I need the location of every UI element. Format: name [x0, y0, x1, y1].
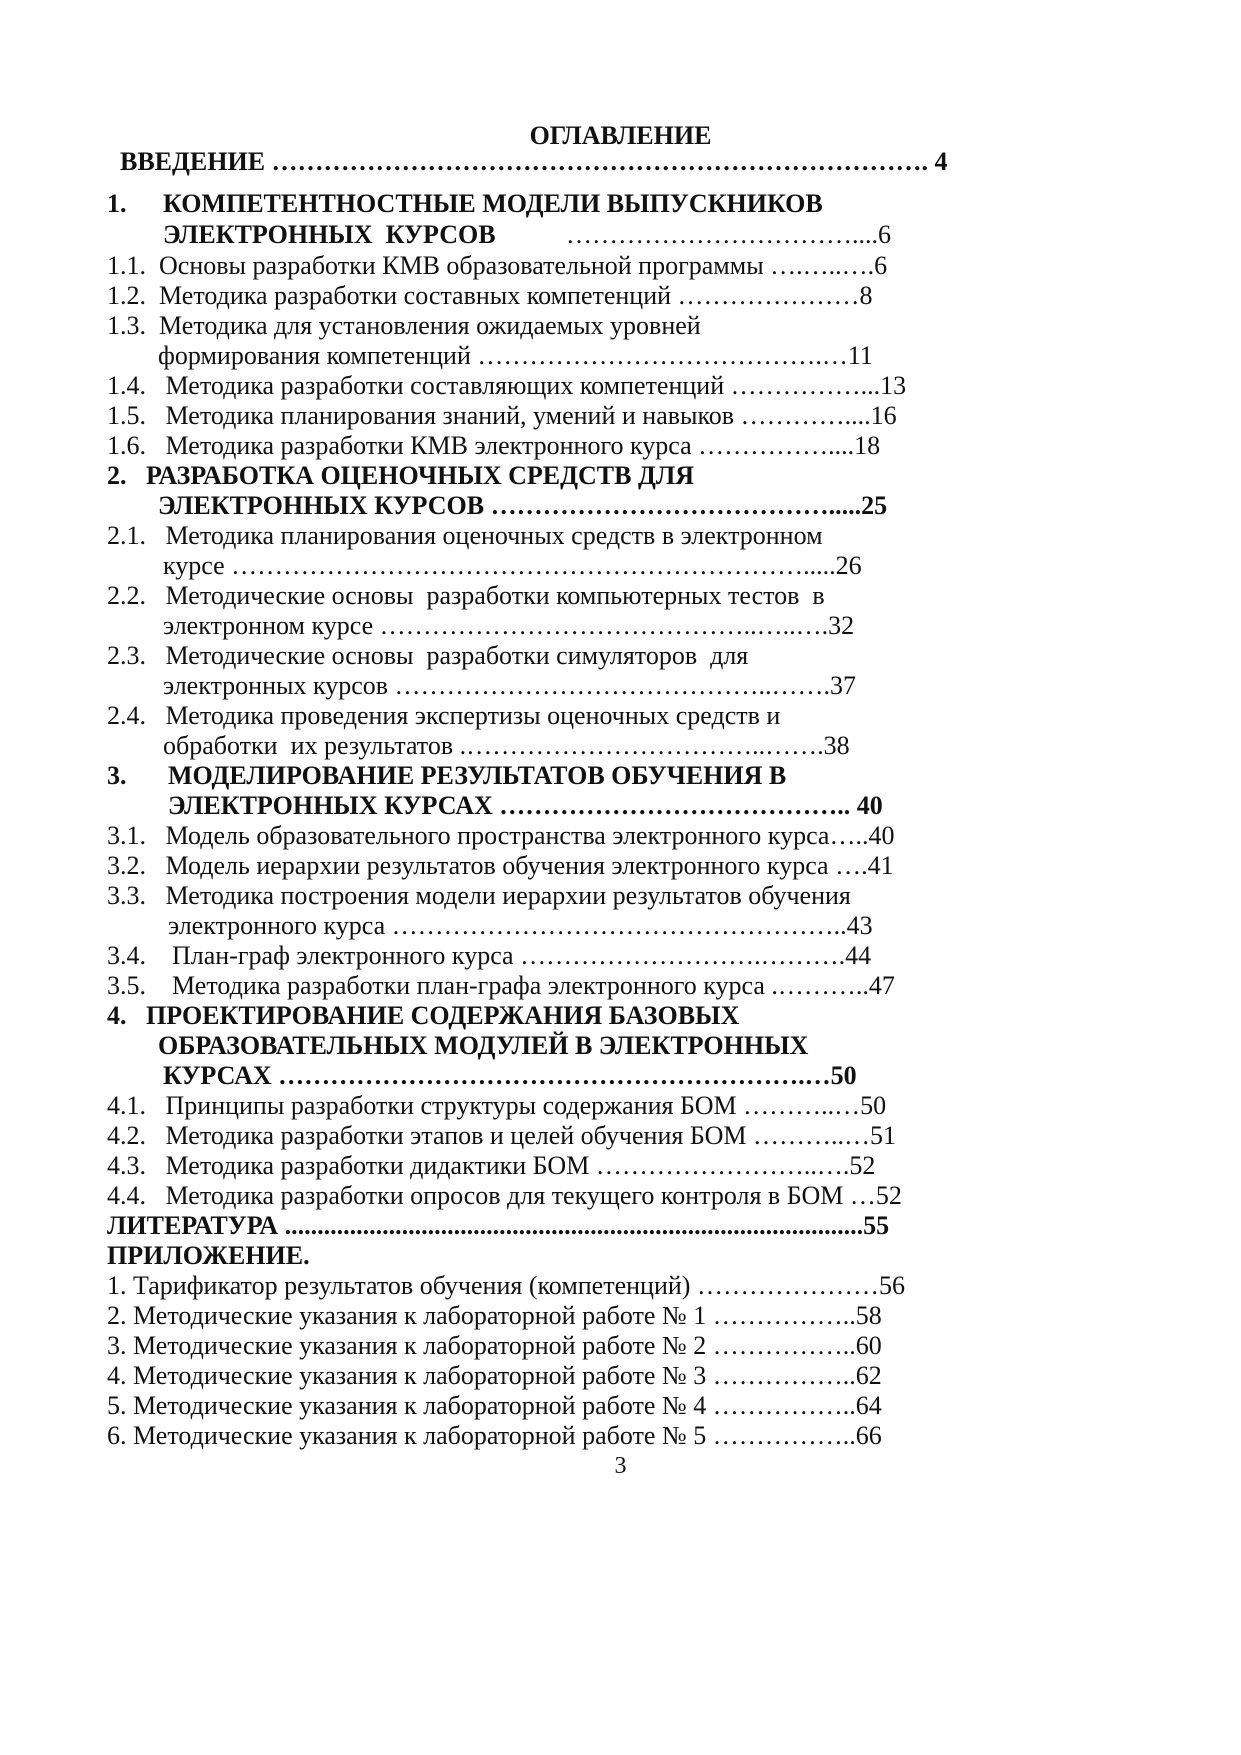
- toc-entry: 3.1. Модель образовательного пространства электронного курса…..40: [107, 821, 895, 850]
- toc-chapter-cont: КУРСАХ …………………………………………………….…50: [163, 1061, 857, 1090]
- toc-entry-cont: электронного курса ……………………………………………..43: [168, 911, 873, 940]
- toc-entry: 2.2. Методические основы разработки компьютерных тестов в: [107, 581, 825, 610]
- toc-entry: 4.3. Методика разработки дидактики БОМ ……………………..….52: [107, 1151, 876, 1180]
- toc-entry-cont: электронном курсе ……………………………………..…..….32: [163, 611, 855, 640]
- toc-entry: 3.3. Методика построения модели иерархии результатов обучения: [107, 881, 851, 910]
- toc-chapter-title: МОДЕЛИРОВАНИЕ РЕЗУЛЬТАТОВ ОБУЧЕНИЯ В: [168, 761, 787, 790]
- toc-references: ЛИТЕРАТУРА .........................................................................................55: [107, 1211, 890, 1240]
- toc-chapter-cont: ОБРАЗОВАТЕЛЬНЫХ МОДУЛЕЙ В ЭЛЕКТРОННЫХ: [158, 1031, 809, 1060]
- toc-appendix-entry: 6. Методические указания к лабораторной работе № 5 ……………..66: [107, 1421, 882, 1450]
- toc-chapter: 4. ПРОЕКТИРОВАНИЕ СОДЕРЖАНИЯ БАЗОВЫХ: [107, 1001, 740, 1030]
- toc-appendix-entry: 1. Тарификатор результатов обучения (компетенций) …………………56: [107, 1271, 905, 1300]
- toc-chapter-cont: ЭЛЕКТРОННЫХ КУРСАХ ………………………………….. 40: [168, 791, 883, 820]
- toc-chapter-cont: ЭЛЕКТРОННЫХ КУРСОВ ………………………………….....25: [158, 491, 888, 520]
- toc-entry: 4.4. Методика разработки опросов для текущего контроля в БОМ …52: [107, 1181, 902, 1210]
- toc-entry: 1.4. Методика разработки составляющих компетенций ……………...13: [107, 371, 907, 400]
- toc-appendix-entry: 5. Методические указания к лабораторной работе № 4 ……………..64: [107, 1391, 882, 1420]
- toc-chapter: 2. РАЗРАБОТКА ОЦЕНОЧНЫХ СРЕДСТВ ДЛЯ: [107, 461, 695, 490]
- toc-entry: 2.1. Методика планирования оценочных средств в электронном: [107, 521, 823, 550]
- toc-entry: 2.4. Методика проведения экспертизы оценочных средств и: [107, 701, 781, 730]
- toc-entry: 1.6. Методика разработки КМВ электронного курса ……………....18: [107, 431, 881, 460]
- toc-appendix-heading: ПРИЛОЖЕНИЕ.: [107, 1241, 310, 1270]
- toc-entry: 1.5. Методика планирования знаний, умений и навыков …………....16: [107, 401, 897, 430]
- toc-entry: 4.1. Принципы разработки структуры содержания БОМ ………..…50: [107, 1091, 887, 1120]
- toc-chapter-number: 1.: [107, 189, 127, 218]
- page-number: 3: [614, 1453, 627, 1479]
- toc-chapter-title-cont: ЭЛЕКТРОННЫХ КУРСОВ: [163, 220, 496, 249]
- toc-entry-intro: ВВЕДЕНИЕ …………………………………………………………………. 4: [120, 147, 948, 176]
- toc-appendix-entry: 2. Методические указания к лабораторной работе № 1 ……………..58: [107, 1301, 882, 1330]
- toc-entry: 1.2. Методика разработки составных компетенций …………………8: [107, 281, 873, 310]
- toc-chapter-number: 3.: [107, 761, 127, 790]
- toc-entry: 3.2. Модель иерархии результатов обучения электронного курса ….41: [107, 851, 894, 880]
- toc-entry-cont: обработки их результатов .……………………………..…….38: [163, 731, 850, 760]
- toc-appendix-entry: 3. Методические указания к лабораторной работе № 2 ……………..60: [107, 1331, 882, 1360]
- toc-chapter-page: ……………………………....6: [566, 220, 891, 249]
- toc-entry: 2.3. Методические основы разработки симуляторов для: [107, 641, 749, 670]
- toc-entry-cont: курсе ………………………………………………………….....26: [163, 551, 862, 580]
- toc-entry: 1.3. Методика для установления ожидаемых уровней: [107, 311, 701, 340]
- toc-entry: 3.5. Методика разработки план-графа электронного курса .………..47: [107, 971, 895, 1000]
- toc-entry-cont: формирования компетенций ………………………………….…11: [158, 341, 873, 370]
- page-title: ОГЛАВЛЕНИЕ: [529, 121, 712, 150]
- toc-entry: 4.2. Методика разработки этапов и целей обучения БОМ ………..…51: [107, 1121, 896, 1150]
- toc-appendix-entry: 4. Методические указания к лабораторной работе № 3 ……………..62: [107, 1361, 882, 1390]
- toc-chapter-title: КОМПЕТЕНТНОСТНЫЕ МОДЕЛИ ВЫПУСКНИКОВ: [163, 189, 823, 218]
- toc-entry: 1.1. Основы разработки КМВ образовательной программы ….…..….6: [107, 251, 888, 280]
- toc-entry-cont: электронных курсов ……………………………………..…….37: [163, 671, 857, 700]
- toc-entry: 3.4. План-граф электронного курса ……………………….……….44: [107, 941, 872, 970]
